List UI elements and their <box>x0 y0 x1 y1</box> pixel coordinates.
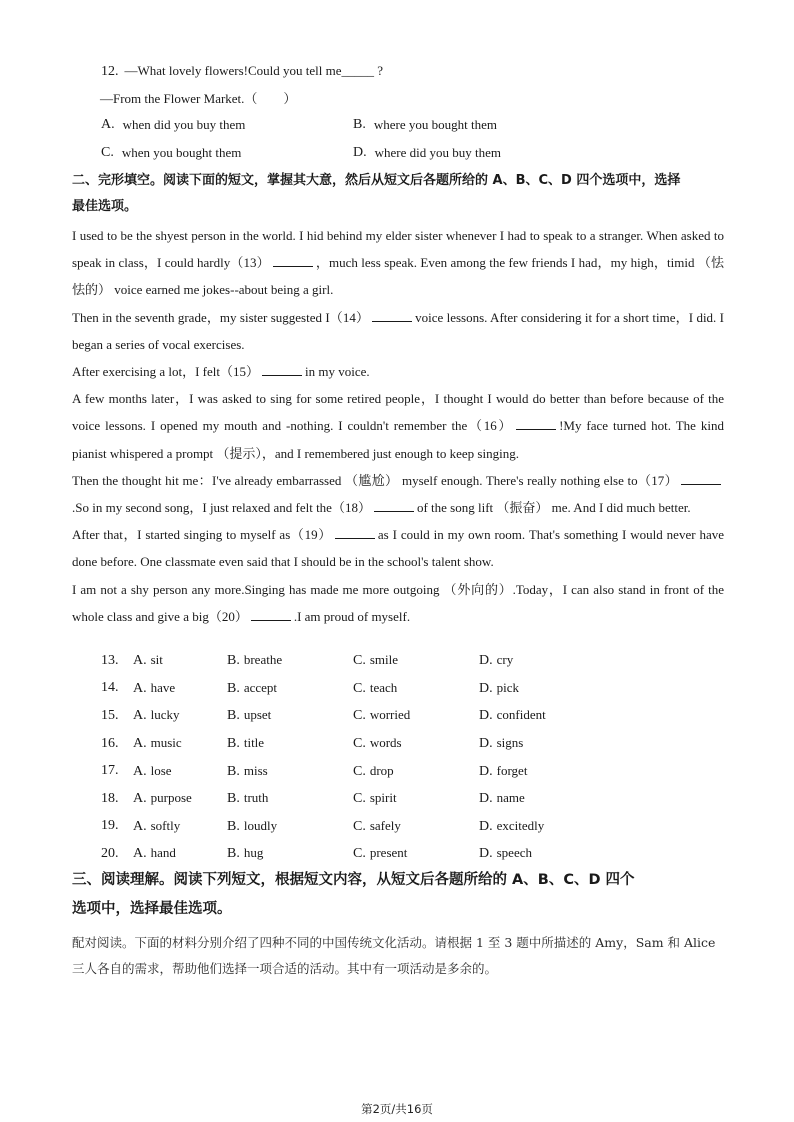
option-a[interactable]: A. when did you buy them <box>101 117 246 132</box>
option-d[interactable]: D. signs <box>479 735 524 752</box>
blank-14[interactable] <box>372 307 412 322</box>
options-row <box>101 647 599 675</box>
option-b[interactable]: B. where you bought them <box>353 117 497 132</box>
blank-17[interactable] <box>681 470 721 485</box>
option-d[interactable]: D. confident <box>479 707 546 724</box>
question-number: 13. <box>101 652 119 668</box>
blank-13[interactable] <box>273 252 313 267</box>
option-c[interactable]: C. drop <box>353 762 394 779</box>
question-answer-line: —From the Flower Market.（ ） <box>100 91 297 106</box>
option-a[interactable]: A. hand <box>133 845 176 862</box>
option-b[interactable]: B. title <box>227 735 265 752</box>
blank-20[interactable] <box>251 606 291 621</box>
option-a[interactable]: A. lucky <box>133 707 180 724</box>
options-row <box>101 785 599 813</box>
options-row <box>101 840 599 868</box>
option-d[interactable]: D. where did you buy them <box>353 145 501 160</box>
option-a[interactable]: A. lose <box>133 762 172 779</box>
option-c[interactable]: C. teach <box>353 679 398 696</box>
cloze-options-table <box>101 647 599 868</box>
option-c[interactable]: C. worried <box>353 707 411 724</box>
blank-16[interactable] <box>516 415 556 430</box>
option-d[interactable]: D. excitedly <box>479 817 545 834</box>
option-d[interactable]: D. pick <box>479 679 520 696</box>
passage-paragraph: Then the thought hit me：I've already embarrassed （尴尬） myself enough. There's really nothing else to（17）.So in my second song，I just relaxed and felt the（18） of the song lift （振奋） me. And I did much better. <box>72 467 724 521</box>
option-d[interactable]: D. forget <box>479 762 528 779</box>
option-d[interactable]: D. speech <box>479 845 532 862</box>
blank-15[interactable] <box>262 361 302 376</box>
option-b[interactable]: B. breathe <box>227 652 283 669</box>
section-3-title: 三、阅读理解。阅读下列短文，根据短文内容，从短文后各题所给的 A、B、C、D 四个 选项中，选择最佳选项。 <box>72 872 635 917</box>
passage-paragraph: I am not a shy person any more.Singing has made me more outgoing （外向的）.Today，I can also stand in front of the whole class and give a big（20） .I am proud of myself. <box>72 581 724 624</box>
question-12 <box>101 62 383 107</box>
passage-paragraph: After exercising a lot，I felt（15） in my voice. <box>72 358 724 385</box>
options-row <box>101 813 599 841</box>
question-number: 12. <box>101 64 119 79</box>
cloze-passage <box>72 222 724 630</box>
option-b[interactable]: B. miss <box>227 762 268 779</box>
option-a[interactable]: A. sit <box>133 652 163 669</box>
blank-18[interactable] <box>374 497 414 512</box>
option-b[interactable]: B. upset <box>227 707 272 724</box>
option-c[interactable]: C. present <box>353 845 408 862</box>
options-row-ab <box>101 117 605 133</box>
options-row <box>101 675 599 703</box>
passage-paragraph: Then in the seventh grade，my sister suggested I（14） voice lessons. After considering it for a short time，I did. I began a series of vocal exercises. <box>72 304 724 358</box>
option-c[interactable]: C. when you bought them <box>101 145 242 160</box>
question-number: 19. <box>101 818 119 834</box>
question-number: 15. <box>101 707 119 723</box>
options-row <box>101 757 599 785</box>
passage-paragraph: I used to be the shyest person in the world. I hid behind my elder sister whenever I had to speak to a stranger. When asked to speak in class，I could hardly（13） ，much less speak. Even among the few friends I had，my high，timid （怯怯的） voice earned me jokes--about being a girl. <box>72 228 725 298</box>
options-row-cd <box>101 145 605 161</box>
option-b[interactable]: B. loudly <box>227 817 278 834</box>
passage-paragraph: After that，I started singing to myself as（19） as I could in my own room. That's something I would never have done before. One classmate even said that I should be in the school's talent show. <box>72 521 724 575</box>
option-c[interactable]: C. safely <box>353 817 401 834</box>
option-a[interactable]: A. music <box>133 735 182 752</box>
passage-paragraph: A few months later，I was asked to sing for some retired people，I thought I would do better than before because of the voice lessons. I opened my mouth and -nothing. I couldn't remember the（16） !My face turned hot. The kind pianist whispered a prompt （提示），and I remembered just enough to keep singing. <box>72 391 724 461</box>
option-b[interactable]: B. hug <box>227 845 264 862</box>
section-3-intro: 配对阅读。下面的材料分别介绍了四种不同的中国传统文化活动。请根据 1 至 3 题中所描述的 Amy，Sam 和 Alice 三人各自的需求，帮助他们选择一项合适的活动。其中有一项活动是多余的。 <box>72 935 716 976</box>
question-number: 20. <box>101 845 119 861</box>
option-a[interactable]: A. purpose <box>133 790 192 807</box>
option-d[interactable]: D. cry <box>479 652 514 669</box>
option-a[interactable]: A. have <box>133 679 176 696</box>
page-number: 第2页/共16页 <box>361 1102 433 1116</box>
question-number: 17. <box>101 763 119 779</box>
question-stem: —What lovely flowers!Could you tell me_____ ? <box>124 63 384 78</box>
question-number: 16. <box>101 735 119 751</box>
question-number: 14. <box>101 680 119 696</box>
option-c[interactable]: C. spirit <box>353 790 397 807</box>
option-b[interactable]: B. accept <box>227 679 278 696</box>
option-b[interactable]: B. truth <box>227 790 269 807</box>
options-row <box>101 730 599 758</box>
question-number: 18. <box>101 790 119 806</box>
option-a[interactable]: A. softly <box>133 817 181 834</box>
section-2-title: 二、完形填空。阅读下面的短文，掌握其大意，然后从短文后各题所给的 A、B、C、D 四个选项中，选择 最佳选项。 <box>72 173 681 214</box>
option-c[interactable]: C. words <box>353 735 402 752</box>
blank-19[interactable] <box>335 524 375 539</box>
option-c[interactable]: C. smile <box>353 652 399 669</box>
options-row <box>101 702 599 730</box>
option-d[interactable]: D. name <box>479 790 525 807</box>
